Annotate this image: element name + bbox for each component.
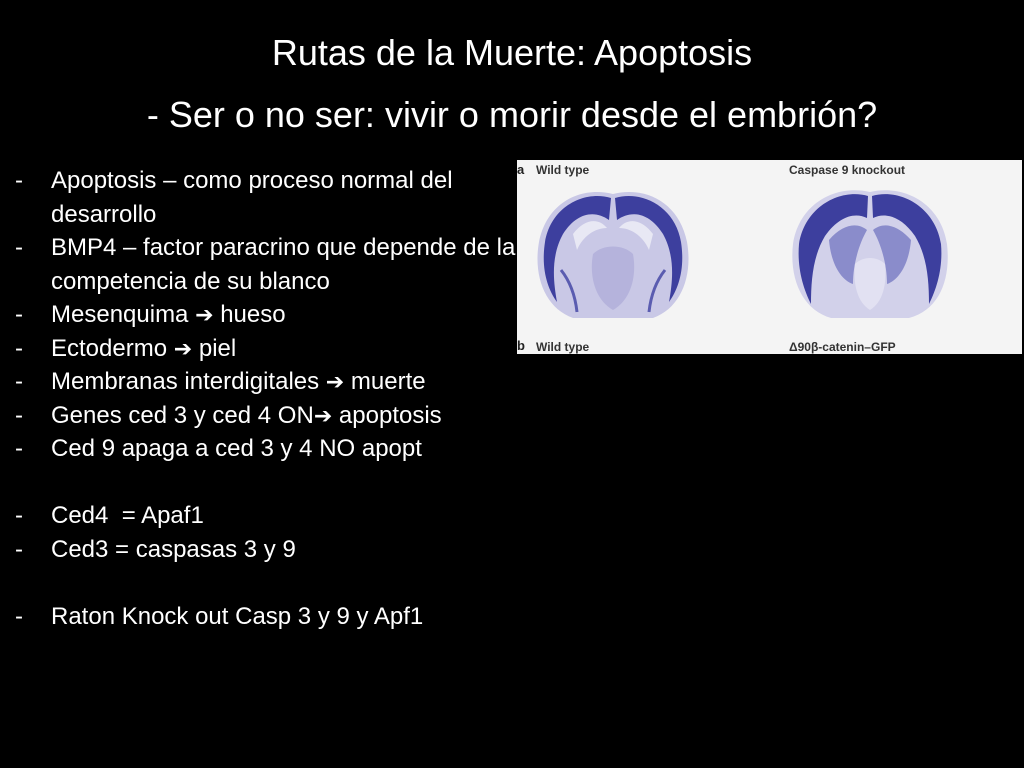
bullet-text: piel (198, 334, 237, 362)
bullet-text: Ced4 = Apaf1 (51, 502, 204, 529)
bullet-item (15, 432, 520, 466)
bullet-text: Genes ced 3 y ced 4 ON (51, 401, 314, 429)
bullet-item (15, 399, 520, 433)
caspase9-knockout-brain-section (789, 184, 951, 324)
arrow-right-icon: ➔ (195, 302, 214, 327)
bullet-text: Apoptosis – como proceso normal del desarrollo (51, 167, 453, 228)
bullet-item (15, 298, 520, 332)
bullet-text: Ced 9 apaga a ced 3 y 4 NO apopt (51, 435, 422, 462)
brain-section-figure (517, 160, 1022, 354)
bullet-text: hueso (220, 301, 286, 328)
bullet-dash: - (15, 368, 23, 395)
spacer (15, 466, 520, 500)
slide-subtitle: - Ser o no ser: vivir o morir desde el embrión? (146, 94, 878, 135)
bullet-item (15, 164, 520, 231)
bullet-dash: - (15, 535, 23, 563)
slide-title: Rutas de la Muerte: Apoptosis (271, 32, 753, 73)
bullet-text: apoptosis (338, 401, 442, 429)
bullet-dash: - (15, 301, 23, 328)
panel-label-caspase9-knockout: Caspase 9 knockout (789, 163, 906, 177)
panel-a-letter: a (517, 162, 525, 177)
panel-label-catenin-gfp: Δ90β-catenin–GFP (789, 340, 896, 354)
arrow-right-icon: ➔ (173, 335, 193, 361)
bullet-dash: - (15, 234, 23, 261)
bullet-item (15, 365, 520, 399)
bullet-text: Ced3 = caspasas 3 y 9 (51, 535, 296, 563)
bullet-item (15, 231, 520, 298)
bullet-item (15, 600, 520, 634)
bullet-dash: - (15, 435, 23, 462)
bullet-dash: - (15, 401, 23, 429)
arrow-right-icon: ➔ (313, 402, 333, 428)
bullet-text: muerte (350, 368, 426, 395)
bullet-list (15, 164, 520, 633)
panel-label-wild-type: Wild type (536, 163, 590, 177)
bullet-text: BMP4 – factor paracrino que depende de la competencia de su blanco (51, 234, 516, 295)
arrow-right-icon: ➔ (325, 369, 345, 394)
bullet-dash: - (15, 167, 23, 194)
bullet-text: Mesenquima (51, 301, 189, 328)
bullet-text: Raton Knock out Casp 3 y 9 y Apf1 (51, 602, 424, 630)
bullet-text: Ectodermo (51, 334, 168, 362)
bullet-item (15, 499, 520, 533)
spacer (15, 566, 520, 600)
bullet-dash: - (15, 334, 23, 362)
bullet-dash: - (15, 602, 23, 630)
wild-type-brain-section (533, 184, 693, 324)
bullet-text: Membranas interdigitales (51, 368, 320, 395)
bullet-dash: - (15, 502, 23, 529)
panel-b-letter: b (517, 338, 525, 353)
panel-label-wild-type-b: Wild type (536, 340, 590, 354)
bullet-item (15, 332, 520, 366)
bullet-item (15, 533, 520, 567)
